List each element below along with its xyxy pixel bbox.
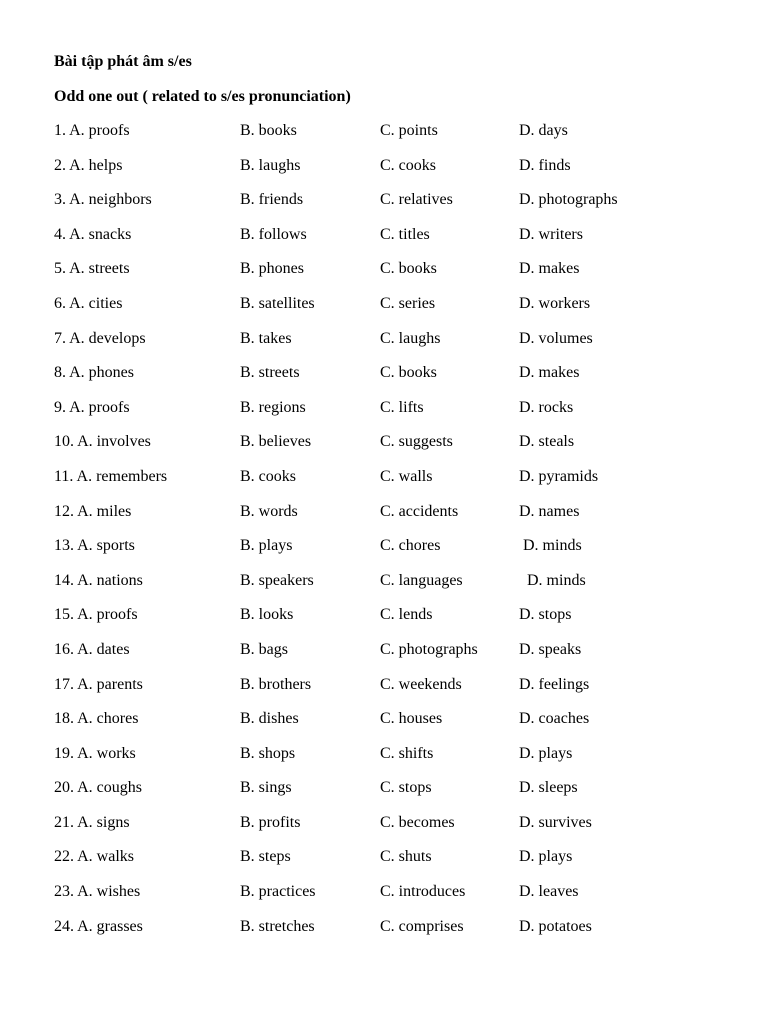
option-b: B. practices	[240, 883, 316, 901]
option-d: D. speaks	[519, 640, 582, 658]
question-row	[54, 675, 754, 710]
question-row	[54, 190, 754, 225]
option-a: 22. A. walks	[54, 848, 134, 866]
option-c: C. chores	[380, 537, 441, 555]
option-d: D. minds	[519, 571, 586, 589]
option-a: 2. A. helps	[54, 156, 123, 174]
option-d: D. makes	[519, 260, 580, 278]
option-c: C. accidents	[380, 502, 459, 520]
option-a: 21. A. signs	[54, 813, 130, 831]
question-row	[54, 640, 754, 675]
option-a: 20. A. coughs	[54, 779, 142, 797]
option-d: D. survives	[519, 813, 592, 831]
option-b: B. looks	[240, 606, 294, 624]
option-b: B. stretches	[240, 917, 315, 935]
option-c: C. relatives	[380, 191, 453, 209]
option-b: B. laughs	[240, 156, 301, 174]
question-row	[54, 467, 754, 502]
question-row	[54, 294, 754, 329]
option-b: B. bags	[240, 640, 288, 658]
question-row	[54, 778, 754, 813]
option-c: C. becomes	[380, 813, 455, 831]
option-a: 24. A. grasses	[54, 917, 143, 935]
option-a: 1. A. proofs	[54, 122, 130, 139]
question-row	[54, 847, 754, 882]
question-row	[54, 605, 754, 640]
question-row	[54, 225, 754, 260]
option-c: C. stops	[380, 779, 432, 797]
option-a: 19. A. works	[54, 744, 136, 762]
option-c: C. titles	[380, 225, 430, 243]
question-row	[54, 882, 754, 917]
option-c: C. series	[380, 294, 436, 312]
option-a: 18. A. chores	[54, 710, 139, 728]
option-c: C. points	[380, 122, 438, 139]
option-c: C. languages	[380, 571, 463, 589]
option-c: C. shuts	[380, 848, 432, 866]
option-a: 15. A. proofs	[54, 606, 138, 624]
option-a: 6. A. cities	[54, 294, 123, 312]
option-c: C. laughs	[380, 329, 441, 347]
question-row	[54, 398, 754, 433]
option-b: B. believes	[240, 433, 312, 451]
option-d: D. minds	[519, 537, 582, 555]
option-d: D. pyramids	[519, 467, 599, 485]
option-b: B. phones	[240, 260, 304, 278]
option-d: D. finds	[519, 156, 571, 174]
page-title: Bài tập phát âm s/es	[54, 53, 192, 70]
option-a: 16. A. dates	[54, 640, 130, 658]
question-row	[54, 571, 754, 606]
question-row	[54, 917, 754, 952]
option-b: B. satellites	[240, 294, 315, 312]
page-subtitle: Odd one out ( related to s/es pronunciation)	[54, 88, 351, 105]
question-row	[54, 329, 754, 364]
question-row	[54, 709, 754, 744]
option-a: 11. A. remembers	[54, 467, 168, 485]
option-c: C. introduces	[380, 883, 466, 901]
option-b: B. profits	[240, 813, 301, 831]
option-c: C. houses	[380, 710, 443, 728]
option-d: D. stops	[519, 606, 572, 624]
option-a: 17. A. parents	[54, 675, 143, 693]
option-a: 14. A. nations	[54, 571, 143, 589]
option-d: D. rocks	[519, 398, 574, 416]
option-c: C. photographs	[380, 640, 478, 658]
option-a: 7. A. develops	[54, 329, 146, 347]
option-a: 3. A. neighbors	[54, 191, 152, 209]
option-b: B. plays	[240, 537, 293, 555]
option-c: C. walls	[380, 467, 433, 485]
option-d: D. photographs	[519, 191, 618, 209]
option-c: C. lends	[380, 606, 433, 624]
option-b: B. takes	[240, 329, 292, 347]
question-row	[54, 156, 754, 191]
question-row	[54, 536, 754, 571]
question-row	[54, 363, 754, 398]
option-d: D. potatoes	[519, 917, 592, 935]
option-a: 10. A. involves	[54, 433, 151, 451]
option-a: 23. A. wishes	[54, 883, 141, 901]
option-d: D. coaches	[519, 710, 590, 728]
option-c: C. shifts	[380, 744, 434, 762]
option-d: D. names	[519, 502, 580, 520]
question-row	[54, 121, 754, 156]
option-b: B. steps	[240, 848, 291, 866]
option-d: D. plays	[519, 744, 573, 762]
option-b: B. dishes	[240, 710, 299, 728]
question-list	[54, 121, 754, 951]
option-c: C. suggests	[380, 433, 453, 451]
option-b: B. cooks	[240, 467, 296, 485]
option-c: C. comprises	[380, 917, 464, 935]
option-d: D. steals	[519, 433, 575, 451]
option-d: D. workers	[519, 294, 591, 312]
option-a: 9. A. proofs	[54, 398, 130, 416]
option-d: D. days	[519, 122, 568, 139]
option-b: B. words	[240, 502, 298, 520]
question-row	[54, 813, 754, 848]
option-b: B. regions	[240, 398, 306, 416]
option-b: B. shops	[240, 744, 296, 762]
option-c: C. books	[380, 260, 437, 278]
option-d: D. sleeps	[519, 779, 578, 797]
question-row	[54, 259, 754, 294]
option-b: B. sings	[240, 779, 292, 797]
option-d: D. leaves	[519, 883, 579, 901]
option-b: B. books	[240, 122, 297, 139]
option-b: B. friends	[240, 191, 304, 209]
option-a: 12. A. miles	[54, 502, 132, 520]
option-c: C. lifts	[380, 398, 424, 416]
option-d: D. volumes	[519, 329, 593, 347]
option-b: B. brothers	[240, 675, 312, 693]
option-b: B. follows	[240, 225, 307, 243]
option-b: B. speakers	[240, 571, 314, 589]
option-b: B. streets	[240, 364, 300, 382]
option-d: D. feelings	[519, 675, 590, 693]
option-a: 13. A. sports	[54, 537, 135, 555]
question-row	[54, 502, 754, 537]
question-row	[54, 744, 754, 779]
option-d: D. plays	[519, 848, 573, 866]
option-c: C. books	[380, 364, 437, 382]
option-a: 4. A. snacks	[54, 225, 132, 243]
option-c: C. weekends	[380, 675, 462, 693]
option-a: 8. A. phones	[54, 364, 134, 382]
option-d: D. writers	[519, 225, 583, 243]
question-row	[54, 432, 754, 467]
option-d: D. makes	[519, 364, 580, 382]
option-c: C. cooks	[380, 156, 436, 174]
option-a: 5. A. streets	[54, 260, 130, 278]
